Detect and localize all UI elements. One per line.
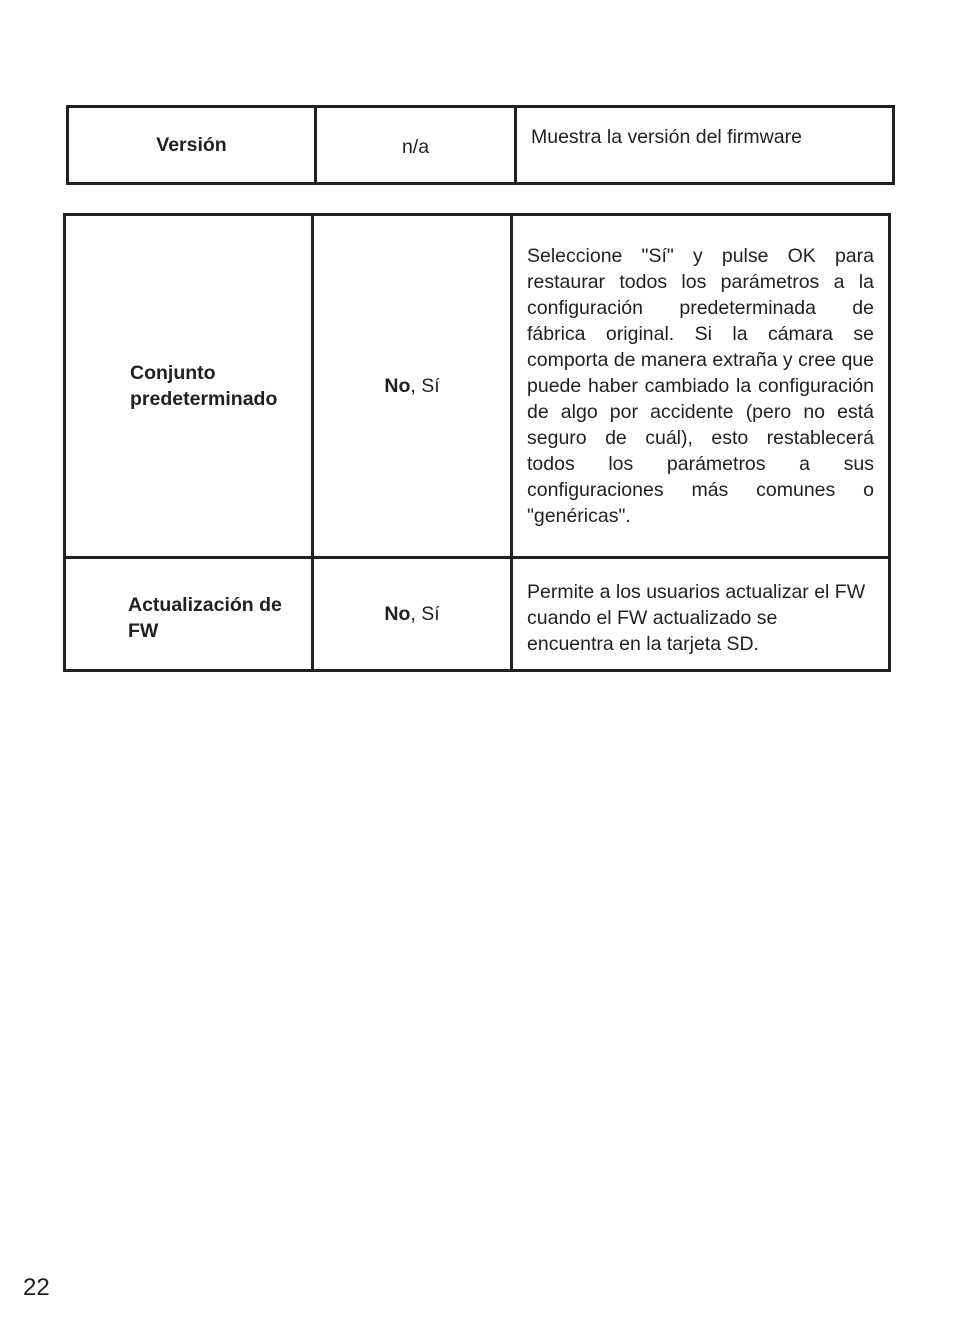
page-number: 22: [23, 1274, 50, 1301]
setting-options: [313, 215, 512, 558]
default-option: No: [384, 375, 411, 397]
setting-description-text: Permite a los usuarios actualizar el FW cuando el FW actualizado se encuentra en la tarjeta SD.: [527, 581, 866, 655]
setting-name: Versión: [68, 107, 316, 184]
setting-name: [65, 558, 313, 671]
other-options: , Sí: [410, 375, 440, 397]
setting-name: [65, 215, 313, 558]
default-option: No: [384, 603, 411, 625]
table-row: [65, 558, 890, 671]
setting-name-text: Conjunto predeterminado: [130, 362, 278, 410]
reset-settings-table: [63, 213, 891, 672]
setting-description: [512, 558, 890, 671]
table-row: [65, 215, 890, 558]
other-options: , Sí: [410, 603, 440, 625]
setting-description: Seleccione "Sí" y pulse OK para restaurar todos los parámetros a la configuración predeterminada de fábrica original. Si la cámara se comporta de manera extraña y cree que puede haber cambiado la configuración de algo por accidente (pero no está seguro de cuál), esto restablecerá todos los parámetros a sus configuraciones más comunes o "genéricas".: [512, 215, 890, 558]
setting-name-text: Actualización de FW: [128, 594, 282, 642]
table-row: [68, 107, 894, 184]
version-settings-table: [66, 105, 895, 185]
setting-options: [313, 558, 512, 671]
setting-options: n/a: [316, 107, 516, 184]
setting-description: Muestra la versión del firmware: [516, 107, 894, 184]
